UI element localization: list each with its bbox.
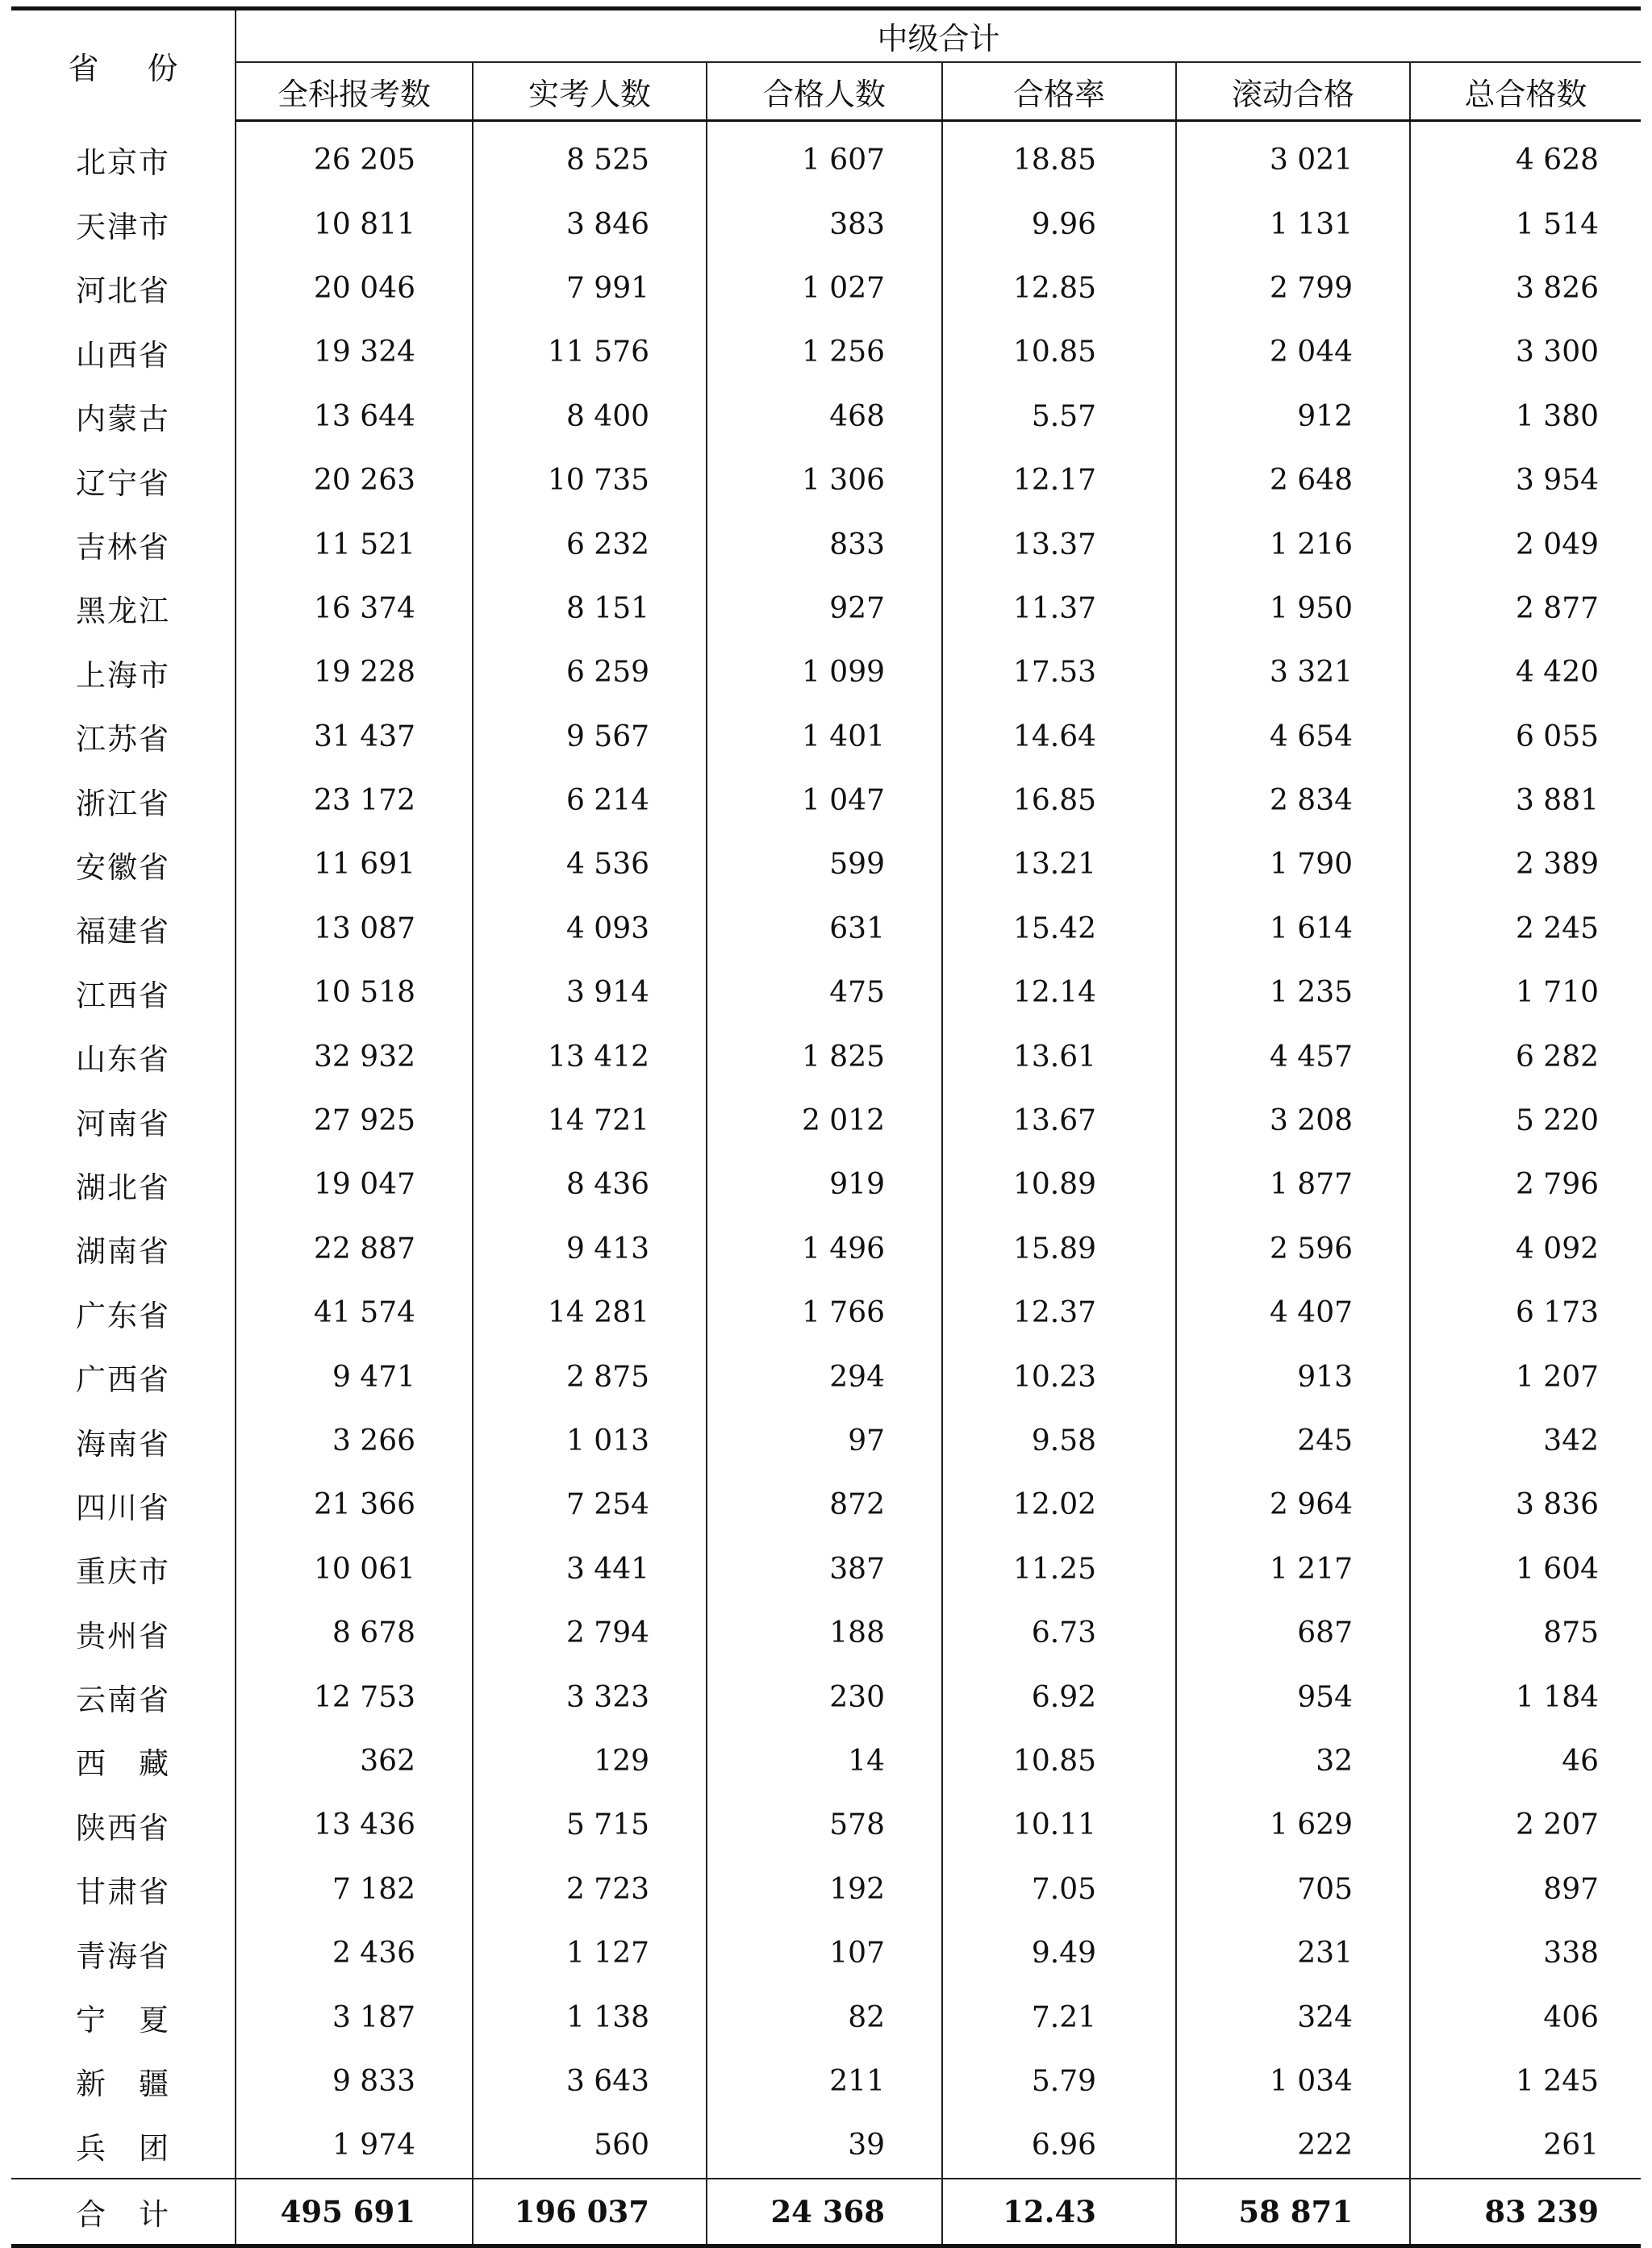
total-passed-cell: 46 [1562, 1744, 1600, 1778]
passed-cell: 211 [707, 2050, 942, 2113]
column-header-rolling-pass: 滚动合格 [1176, 62, 1410, 121]
examinees-cell: 8 525 [473, 121, 707, 193]
examinees-cell: 6 259 [473, 640, 707, 704]
total-passed-cell: 6 282 [1515, 1040, 1600, 1074]
table-row [11, 769, 1641, 832]
total-passed-cell: 3 881 [1515, 784, 1600, 818]
pass-rate-cell: 14.64 [942, 705, 1176, 769]
table-header [11, 9, 1641, 121]
passed-cell: 1 047 [707, 769, 942, 832]
total-passed-cell: 2 207 [1515, 1808, 1600, 1842]
rolling-pass-cell: 4 407 [1176, 1281, 1410, 1345]
applicants-cell: 9 833 [236, 2050, 473, 2113]
province-cell: 黑龙江 [11, 577, 236, 640]
table-row [11, 1985, 1641, 2049]
table-row [11, 1858, 1641, 1921]
total-passed-cell: 1 184 [1515, 1680, 1600, 1714]
pass-rate-cell: 6.96 [942, 2113, 1176, 2178]
examinees-cell: 7 254 [473, 1473, 707, 1537]
total-passed: 24 368 [707, 2179, 942, 2246]
passed-cell: 1 496 [707, 1217, 942, 1281]
pass-rate-cell: 17.53 [942, 640, 1176, 704]
passed-cell: 1 825 [707, 1024, 942, 1088]
examinees-cell: 1 013 [473, 1409, 707, 1473]
total-passed-cell: 261 [1543, 2129, 1600, 2163]
applicants-cell: 7 182 [236, 1858, 473, 1921]
rolling-pass-cell: 1 131 [1176, 192, 1410, 256]
total-passed-cell: 897 [1543, 1872, 1600, 1906]
applicants-cell: 13 087 [236, 897, 473, 961]
passed-cell: 872 [707, 1473, 942, 1537]
examinees-cell: 2 794 [473, 1601, 707, 1665]
total-passed-cell: 6 173 [1515, 1296, 1600, 1330]
province-cell: 河北省 [11, 256, 236, 320]
total-passed-cell: 2 245 [1515, 911, 1600, 945]
examinees-cell: 3 441 [473, 1537, 707, 1601]
rolling-pass-cell: 2 834 [1176, 769, 1410, 832]
table-row [11, 192, 1641, 256]
table-row [11, 961, 1641, 1024]
passed-cell: 578 [707, 1793, 942, 1857]
column-header-total-passed: 总合格数 [1410, 62, 1641, 121]
passed-cell: 1 099 [707, 640, 942, 704]
examinees-cell: 4 093 [473, 897, 707, 961]
passed-cell: 1 027 [707, 256, 942, 320]
province-cell: 内蒙古 [11, 385, 236, 448]
rolling-pass-cell: 1 235 [1176, 961, 1410, 1024]
province-cell: 湖南省 [11, 1217, 236, 1281]
pass-rate-cell: 18.85 [942, 121, 1176, 193]
examinees-cell: 129 [473, 1729, 707, 1793]
table-row [11, 1345, 1641, 1408]
passed-cell: 1 306 [707, 448, 942, 512]
province-cell: 北京市 [11, 121, 236, 193]
passed-cell: 107 [707, 1921, 942, 1985]
table-row [11, 577, 1641, 640]
total-passed-cell: 5 220 [1515, 1104, 1600, 1138]
total-passed-cell: 406 [1543, 2000, 1600, 2034]
rolling-pass-cell: 231 [1176, 1921, 1410, 1985]
passed-cell: 927 [707, 577, 942, 640]
province-cell: 宁 夏 [11, 1985, 236, 2049]
province-cell: 青海省 [11, 1921, 236, 1985]
pass-rate-cell: 6.73 [942, 1601, 1176, 1665]
passed-cell: 192 [707, 1858, 942, 1921]
applicants-cell: 27 925 [236, 1089, 473, 1153]
table-row [11, 1089, 1641, 1153]
applicants-cell: 19 324 [236, 320, 473, 384]
rolling-pass-cell: 2 799 [1176, 256, 1410, 320]
total-applicants: 495 691 [236, 2179, 473, 2246]
applicants-cell: 26 205 [236, 121, 473, 193]
applicants-cell: 31 437 [236, 705, 473, 769]
examinees-cell: 560 [473, 2113, 707, 2178]
province-cell: 四川省 [11, 1473, 236, 1537]
table-row [11, 1217, 1641, 1281]
table-row [11, 1473, 1641, 1537]
table-row [11, 1665, 1641, 1729]
applicants-cell: 9 471 [236, 1345, 473, 1408]
pass-rate-cell: 10.89 [942, 1153, 1176, 1216]
passed-cell: 387 [707, 1537, 942, 1601]
passed-cell: 1 256 [707, 320, 942, 384]
province-cell: 吉林省 [11, 512, 236, 576]
table-row [11, 448, 1641, 512]
province-cell: 陕西省 [11, 1793, 236, 1857]
rolling-pass-cell: 3 208 [1176, 1089, 1410, 1153]
province-cell: 浙江省 [11, 769, 236, 832]
applicants-cell: 10 518 [236, 961, 473, 1024]
pass-rate-cell: 5.57 [942, 385, 1176, 448]
pass-rate-cell: 12.17 [942, 448, 1176, 512]
applicants-cell: 16 374 [236, 577, 473, 640]
province-cell: 天津市 [11, 192, 236, 256]
pass-rate-cell: 9.49 [942, 1921, 1176, 1985]
column-header-applicants: 全科报考数 [236, 62, 473, 121]
table-row [11, 512, 1641, 576]
passed-cell: 2 012 [707, 1089, 942, 1153]
total-passed-cell: 3 836 [1515, 1488, 1600, 1522]
examinees-cell: 9 567 [473, 705, 707, 769]
pass-rate-cell: 13.37 [942, 512, 1176, 576]
province-cell: 福建省 [11, 897, 236, 961]
passed-cell: 833 [707, 512, 942, 576]
table-row [11, 2113, 1641, 2178]
pass-rate-cell: 6.92 [942, 1665, 1176, 1729]
applicants-cell: 8 678 [236, 1601, 473, 1665]
pass-rate-cell: 10.23 [942, 1345, 1176, 1408]
total-row [11, 2179, 1641, 2246]
examinees-cell: 8 151 [473, 577, 707, 640]
table-row [11, 1281, 1641, 1345]
total-passed-cell: 3 954 [1515, 464, 1600, 498]
total-examinees: 196 037 [473, 2179, 707, 2246]
rolling-pass-cell: 245 [1176, 1409, 1410, 1473]
rolling-pass-cell: 3 321 [1176, 640, 1410, 704]
table-row [11, 385, 1641, 448]
exam-statistics-table [11, 6, 1641, 2248]
rolling-pass-cell: 1 950 [1176, 577, 1410, 640]
passed-cell: 188 [707, 1601, 942, 1665]
total-passed-cell: 1 604 [1515, 1552, 1600, 1586]
province-cell: 河南省 [11, 1089, 236, 1153]
column-header-pass-rate: 合格率 [942, 62, 1176, 121]
applicants-cell: 11 691 [236, 832, 473, 896]
total-passed-cell: 342 [1543, 1424, 1600, 1458]
pass-rate-cell: 12.85 [942, 256, 1176, 320]
rolling-pass-cell: 1 216 [1176, 512, 1410, 576]
applicants-cell: 10 811 [236, 192, 473, 256]
passed-cell: 468 [707, 385, 942, 448]
rolling-pass-cell: 4 457 [1176, 1024, 1410, 1088]
total-label: 合 计 [11, 2179, 236, 2246]
pass-rate-cell: 9.58 [942, 1409, 1176, 1473]
examinees-cell: 6 232 [473, 512, 707, 576]
province-cell: 江苏省 [11, 705, 236, 769]
column-header-passed: 合格人数 [707, 62, 942, 121]
province-cell: 甘肃省 [11, 1858, 236, 1921]
examinees-cell: 1 127 [473, 1921, 707, 1985]
examinees-cell: 14 281 [473, 1281, 707, 1345]
table-footer [11, 2179, 1641, 2246]
rolling-pass-cell: 2 596 [1176, 1217, 1410, 1281]
applicants-cell: 2 436 [236, 1921, 473, 1985]
passed-cell: 1 401 [707, 705, 942, 769]
table-row [11, 1409, 1641, 1473]
province-cell: 兵 团 [11, 2113, 236, 2178]
examinees-cell: 5 715 [473, 1793, 707, 1857]
pass-rate-cell: 13.67 [942, 1089, 1176, 1153]
applicants-cell: 11 521 [236, 512, 473, 576]
passed-cell: 294 [707, 1345, 942, 1408]
applicants-cell: 20 263 [236, 448, 473, 512]
province-cell: 上海市 [11, 640, 236, 704]
examinees-cell: 1 138 [473, 1985, 707, 2049]
applicants-cell: 19 228 [236, 640, 473, 704]
applicants-cell: 20 046 [236, 256, 473, 320]
rolling-pass-cell: 2 648 [1176, 448, 1410, 512]
applicants-cell: 13 436 [236, 1793, 473, 1857]
applicants-cell: 41 574 [236, 1281, 473, 1345]
pass-rate-cell: 13.61 [942, 1024, 1176, 1088]
total-passed-cell: 1 245 [1515, 2064, 1600, 2098]
total-passed-cell: 3 300 [1515, 336, 1600, 369]
passed-cell: 631 [707, 897, 942, 961]
passed-cell: 39 [707, 2113, 942, 2178]
group-header: 中级合计 [236, 9, 1641, 63]
total-passed-cell: 2 389 [1515, 848, 1600, 882]
province-cell: 云南省 [11, 1665, 236, 1729]
applicants-cell: 19 047 [236, 1153, 473, 1216]
rolling-pass-cell: 912 [1176, 385, 1410, 448]
applicants-cell: 21 366 [236, 1473, 473, 1537]
rolling-pass-cell: 222 [1176, 2113, 1410, 2178]
rolling-pass-cell: 1 790 [1176, 832, 1410, 896]
province-cell: 山东省 [11, 1024, 236, 1088]
passed-cell: 14 [707, 1729, 942, 1793]
total-passed-cell: 3 826 [1515, 271, 1600, 305]
pass-rate-cell: 7.05 [942, 1858, 1176, 1921]
total-passed-cell: 2 796 [1515, 1168, 1600, 1202]
pass-rate-cell: 15.42 [942, 897, 1176, 961]
rolling-pass-cell: 913 [1176, 1345, 1410, 1408]
table-row [11, 640, 1641, 704]
table-row [11, 1729, 1641, 1793]
table-body [11, 121, 1641, 2179]
passed-cell: 383 [707, 192, 942, 256]
table-row [11, 897, 1641, 961]
total-passed-cell: 4 628 [1515, 144, 1600, 177]
passed-cell: 230 [707, 1665, 942, 1729]
total-passed-cell: 2 049 [1515, 528, 1600, 561]
pass-rate-cell: 11.37 [942, 577, 1176, 640]
passed-cell: 919 [707, 1153, 942, 1216]
total-passed-cell: 1 207 [1515, 1360, 1600, 1394]
passed-cell: 1 607 [707, 121, 942, 193]
rolling-pass-cell: 1 614 [1176, 897, 1410, 961]
examinees-cell: 2 723 [473, 1858, 707, 1921]
pass-rate-cell: 9.96 [942, 192, 1176, 256]
rolling-pass-cell: 705 [1176, 1858, 1410, 1921]
rolling-pass-cell: 324 [1176, 1985, 1410, 2049]
province-cell: 安徽省 [11, 832, 236, 896]
examinees-cell: 13 412 [473, 1024, 707, 1088]
total-passed-cell: 4 420 [1515, 656, 1600, 690]
total-passed-cell: 2 877 [1515, 591, 1600, 625]
table-row [11, 832, 1641, 896]
table-row [11, 1921, 1641, 1985]
rolling-pass-cell: 32 [1176, 1729, 1410, 1793]
passed-cell: 82 [707, 1985, 942, 2049]
province-cell: 江西省 [11, 961, 236, 1024]
pass-rate-cell: 12.02 [942, 1473, 1176, 1537]
applicants-cell: 10 061 [236, 1537, 473, 1601]
table-row [11, 705, 1641, 769]
rolling-pass-cell: 1 217 [1176, 1537, 1410, 1601]
passed-cell: 599 [707, 832, 942, 896]
pass-rate-cell: 13.21 [942, 832, 1176, 896]
applicants-cell: 3 266 [236, 1409, 473, 1473]
passed-cell: 475 [707, 961, 942, 1024]
total-passed-cell: 1 514 [1515, 207, 1600, 241]
pass-rate-cell: 12.14 [942, 961, 1176, 1024]
province-cell: 辽宁省 [11, 448, 236, 512]
passed-cell: 97 [707, 1409, 942, 1473]
total-passed-cell: 4 092 [1515, 1232, 1600, 1266]
table-row [11, 1153, 1641, 1216]
applicants-cell: 362 [236, 1729, 473, 1793]
pass-rate-cell: 10.85 [942, 320, 1176, 384]
examinees-cell: 7 991 [473, 256, 707, 320]
examinees-cell: 3 643 [473, 2050, 707, 2113]
applicants-cell: 32 932 [236, 1024, 473, 1088]
province-cell: 山西省 [11, 320, 236, 384]
examinees-cell: 4 536 [473, 832, 707, 896]
province-cell: 贵州省 [11, 1601, 236, 1665]
rolling-pass-cell: 1 629 [1176, 1793, 1410, 1857]
examinees-cell: 3 323 [473, 1665, 707, 1729]
table-row [11, 1024, 1641, 1088]
examinees-cell: 11 576 [473, 320, 707, 384]
applicants-cell: 13 644 [236, 385, 473, 448]
province-cell: 西 藏 [11, 1729, 236, 1793]
pass-rate-cell: 12.37 [942, 1281, 1176, 1345]
province-column-header: 省份 [11, 9, 236, 121]
applicants-cell: 22 887 [236, 1217, 473, 1281]
total-passed-cell: 1 380 [1515, 399, 1600, 433]
total-passed-cell: 338 [1543, 1937, 1600, 1971]
rolling-pass-cell: 687 [1176, 1601, 1410, 1665]
rolling-pass-cell: 1 034 [1176, 2050, 1410, 2113]
total-rolling-pass: 58 871 [1176, 2179, 1410, 2246]
column-header-examinees: 实考人数 [473, 62, 707, 121]
province-cell: 广东省 [11, 1281, 236, 1345]
applicants-cell: 23 172 [236, 769, 473, 832]
rolling-pass-cell: 954 [1176, 1665, 1410, 1729]
examinees-cell: 9 413 [473, 1217, 707, 1281]
table-row [11, 2050, 1641, 2113]
rolling-pass-cell: 2 044 [1176, 320, 1410, 384]
province-cell: 新 疆 [11, 2050, 236, 2113]
examinees-cell: 3 846 [473, 192, 707, 256]
province-cell: 重庆市 [11, 1537, 236, 1601]
table-row [11, 1793, 1641, 1857]
pass-rate-cell: 16.85 [942, 769, 1176, 832]
pass-rate-cell: 15.89 [942, 1217, 1176, 1281]
examinees-cell: 3 914 [473, 961, 707, 1024]
pass-rate-cell: 11.25 [942, 1537, 1176, 1601]
applicants-cell: 1 974 [236, 2113, 473, 2178]
total-total-passed: 83 239 [1410, 2179, 1641, 2246]
province-cell: 湖北省 [11, 1153, 236, 1216]
province-cell: 海南省 [11, 1409, 236, 1473]
passed-cell: 1 766 [707, 1281, 942, 1345]
examinees-cell: 8 436 [473, 1153, 707, 1216]
applicants-cell: 3 187 [236, 1985, 473, 2049]
table-row [11, 121, 1641, 193]
pass-rate-cell: 10.85 [942, 1729, 1176, 1793]
examinees-cell: 6 214 [473, 769, 707, 832]
total-passed-cell: 875 [1543, 1616, 1600, 1650]
rolling-pass-cell: 4 654 [1176, 705, 1410, 769]
pass-rate-cell: 5.79 [942, 2050, 1176, 2113]
table-row [11, 320, 1641, 384]
examinees-cell: 2 875 [473, 1345, 707, 1408]
total-pass-rate: 12.43 [942, 2179, 1176, 2246]
examinees-cell: 14 721 [473, 1089, 707, 1153]
table-row [11, 256, 1641, 320]
table-row [11, 1537, 1641, 1601]
examinees-cell: 10 735 [473, 448, 707, 512]
rolling-pass-cell: 3 021 [1176, 121, 1410, 193]
pass-rate-cell: 10.11 [942, 1793, 1176, 1857]
examinees-cell: 8 400 [473, 385, 707, 448]
total-passed-cell: 1 710 [1515, 976, 1600, 1010]
rolling-pass-cell: 2 964 [1176, 1473, 1410, 1537]
rolling-pass-cell: 1 877 [1176, 1153, 1410, 1216]
pass-rate-cell: 7.21 [942, 1985, 1176, 2049]
applicants-cell: 12 753 [236, 1665, 473, 1729]
total-passed-cell: 6 055 [1515, 719, 1600, 753]
table-row [11, 1601, 1641, 1665]
province-cell: 广西省 [11, 1345, 236, 1408]
